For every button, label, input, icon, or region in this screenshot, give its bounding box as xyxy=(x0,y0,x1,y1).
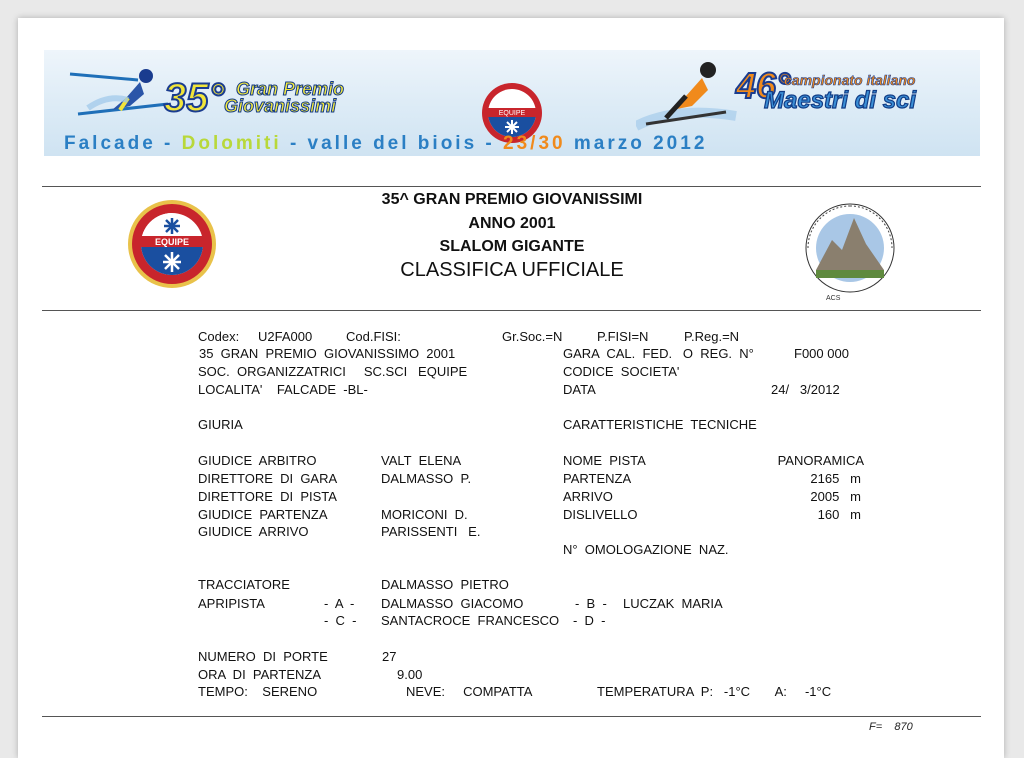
apripista-a-name: DALMASSO GIACOMO xyxy=(381,596,524,611)
tech-value: PANORAMICA xyxy=(777,453,864,468)
left-logo-band-text: EQUIPE xyxy=(154,237,190,247)
tech-label: NOME PISTA xyxy=(563,453,646,468)
f-value: F= 870 xyxy=(869,721,913,733)
jury-role: DIRETTORE DI GARA xyxy=(198,471,338,486)
giuria-heading: GIURIA xyxy=(198,417,243,432)
codfisi-label: Cod.FISI: xyxy=(346,329,401,344)
apripista-d-tag: - D - xyxy=(573,613,606,628)
apripista-b-tag: - B - xyxy=(575,596,607,611)
jury-name: PARISSENTI E. xyxy=(381,524,481,539)
ora-value: 9.00 xyxy=(397,667,423,682)
tracciatore-name: DALMASSO PIETRO xyxy=(381,577,509,592)
codex-label: Codex: xyxy=(198,329,240,344)
giovanissimi-text: Giovanissimi xyxy=(224,96,337,116)
tech-value: 2005 m xyxy=(810,489,861,504)
edition-number-right: 46° xyxy=(736,65,791,106)
tech-value: 160 m xyxy=(817,507,861,522)
data-value: 24/ 3/2012 xyxy=(771,382,840,397)
neve: NEVE: COMPATTA xyxy=(406,684,533,699)
emblem-band-text: EQUIPE xyxy=(498,110,526,117)
ora-label: ORA DI PARTENZA xyxy=(198,667,322,682)
title-slalom: SLALOM GIGANTE xyxy=(439,238,585,255)
soc-organizzatrici: SOC. ORGANIZZATRICI SC.SCI EQUIPE xyxy=(198,364,468,379)
skier-right-icon xyxy=(636,56,746,136)
omologazione: N° OMOLOGAZIONE NAZ. xyxy=(563,542,729,557)
tech-label: PARTENZA xyxy=(563,471,632,486)
porte-label: NUMERO DI PORTE xyxy=(198,649,328,664)
pfisi-value: P.FISI=N xyxy=(597,329,649,344)
event-banner xyxy=(44,50,980,156)
equipe-logo-icon xyxy=(126,198,218,290)
tracciatore-label: TRACCIATORE xyxy=(198,577,290,592)
tech-label: DISLIVELLO xyxy=(563,507,638,522)
gran-premio-title xyxy=(164,78,394,122)
apripista-c-name: SANTACROCE FRANCESCO xyxy=(381,613,560,628)
gran-premio-text: Gran Premio xyxy=(236,79,345,99)
title-anno: ANNO 2001 xyxy=(468,215,556,232)
apripista-label: APRIPISTA xyxy=(198,596,265,611)
crono-agordino-logo-icon xyxy=(802,200,898,306)
tech-value: 2165 m xyxy=(810,471,861,486)
temperatura: TEMPERATURA P: -1°C A: -1°C xyxy=(597,684,832,699)
porte-value: 27 xyxy=(382,649,397,664)
codex-value: U2FA000 xyxy=(258,329,313,344)
tagline-dolomiti: Dolomiti xyxy=(181,133,282,154)
jury-role: GIUDICE PARTENZA xyxy=(198,507,328,522)
divider-bottom xyxy=(42,716,981,717)
race-name: 35 GRAN PREMIO GIOVANISSIMO 2001 xyxy=(199,346,456,361)
tagline-date: 23/30 xyxy=(503,133,566,154)
tagline-year: marzo 2012 xyxy=(573,133,708,154)
jury-name: VALT ELENA xyxy=(381,453,462,468)
caratteristiche-heading: CARATTERISTICHE TECNICHE xyxy=(563,417,757,432)
preg-value: P.Reg.=N xyxy=(684,329,740,344)
title-classifica: CLASSIFICA UFFICIALE xyxy=(400,259,624,281)
banner-tagline xyxy=(64,134,707,154)
grsoc-value: Gr.Soc.=N xyxy=(502,329,563,344)
apripista-a-tag: - A - xyxy=(324,596,355,611)
jury-role: GIUDICE ARRIVO xyxy=(198,524,309,539)
codice-societa: CODICE SOCIETA' xyxy=(563,364,680,379)
right-logo-foot: ACS xyxy=(826,295,841,302)
jury-name: MORICONI D. xyxy=(381,507,468,522)
divider-top xyxy=(42,186,981,187)
skier-left-icon xyxy=(68,64,178,124)
data-label: DATA xyxy=(563,382,596,397)
gara-value: F000 000 xyxy=(794,346,849,361)
maestri-text: Maestri di sci xyxy=(764,87,917,114)
tagline-valle: - valle del biois - xyxy=(289,133,495,154)
jury-role: GIUDICE ARBITRO xyxy=(198,453,317,468)
localita: LOCALITA' FALCADE -BL- xyxy=(198,382,368,397)
gara-label: GARA CAL. FED. O REG. N° xyxy=(563,346,754,361)
tagline-falcade: Falcade - xyxy=(64,133,174,154)
edition-number-left: 35° xyxy=(164,76,225,120)
jury-role: DIRETTORE DI PISTA xyxy=(198,489,337,504)
tempo: TEMPO: SERENO xyxy=(198,684,318,699)
jury-name: DALMASSO P. xyxy=(381,471,472,486)
tech-label: ARRIVO xyxy=(563,489,613,504)
apripista-b-name: LUCZAK MARIA xyxy=(623,596,723,611)
divider-middle xyxy=(42,310,981,311)
campionato-text: campionato italiano xyxy=(784,72,916,88)
title-gran-premio: 35^ GRAN PREMIO GIOVANISSIMI xyxy=(381,191,643,208)
apripista-c-tag: - C - xyxy=(324,613,357,628)
